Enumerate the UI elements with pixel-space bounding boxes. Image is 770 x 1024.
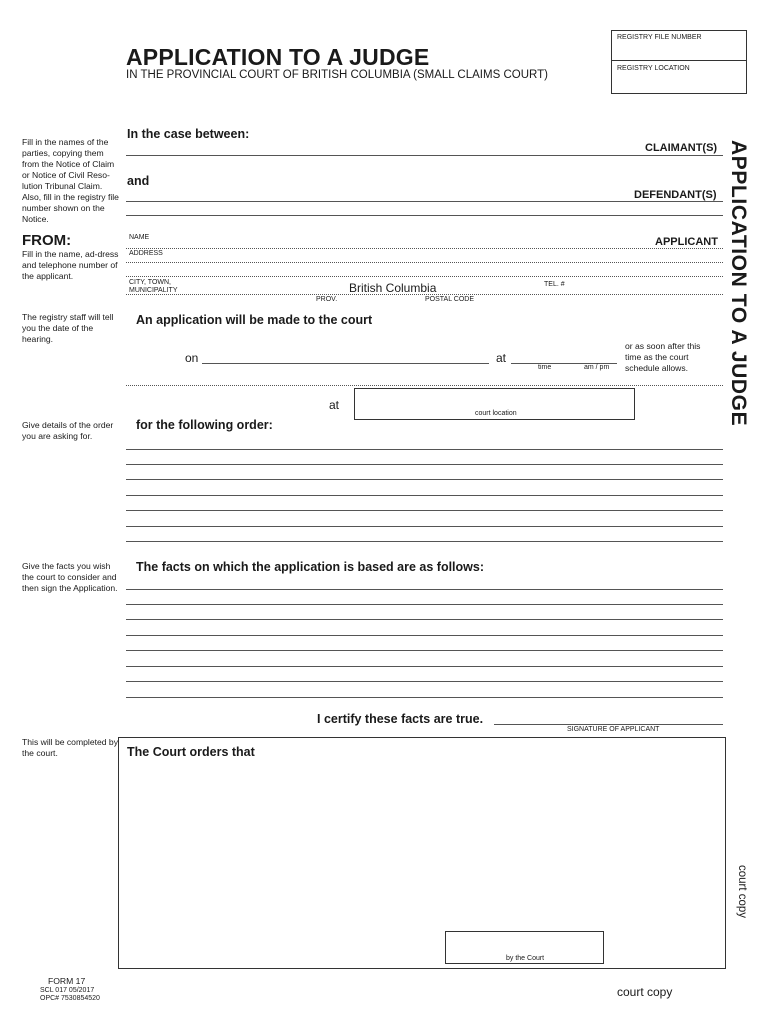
hearing-date-line[interactable]	[202, 363, 489, 364]
city-line[interactable]	[126, 294, 723, 295]
order-line[interactable]	[126, 541, 723, 542]
claimants-line[interactable]	[126, 155, 723, 156]
city-label: CITY, TOWN, MUNICIPALITY	[129, 279, 178, 294]
facts-line[interactable]	[126, 589, 723, 590]
and-label: and	[127, 174, 150, 188]
province-value[interactable]: British Columbia	[349, 281, 437, 295]
court-location-box[interactable]	[354, 388, 635, 420]
facts-line[interactable]	[126, 604, 723, 605]
defendants-label: DEFENDANT(S)	[634, 189, 717, 201]
footer-court-copy: court copy	[617, 985, 673, 999]
order-line[interactable]	[126, 510, 723, 511]
side-court-copy: court copy	[736, 865, 748, 919]
applicant-label: APPLICANT	[655, 236, 718, 248]
order-line[interactable]	[126, 449, 723, 450]
facts-line[interactable]	[126, 650, 723, 651]
by-court-box[interactable]	[445, 931, 604, 964]
side-title-vertical: APPLICATION TO A JUDGE	[727, 140, 750, 427]
instruction-court: This will be completed by the court.	[22, 737, 119, 758]
by-court-label: by the Court	[506, 955, 545, 962]
registry-file-number-label: REGISTRY FILE NUMBER	[617, 34, 702, 41]
order-heading: for the following order:	[136, 418, 273, 432]
instruction-names: Fill in the names of the parties, copying them from the Notice of Claim or Notice of Civil Reso-lution Tribunal Claim. Also, fill in the registry file number shown on the Notice.	[22, 137, 119, 224]
applicant-name-line[interactable]	[126, 248, 723, 249]
tel-label: TEL. #	[544, 281, 565, 288]
order-line[interactable]	[126, 479, 723, 480]
order-line[interactable]	[126, 464, 723, 465]
instruction-order: Give details of the order you are asking for.	[22, 420, 114, 441]
defendants-line-2[interactable]	[126, 215, 723, 216]
prov-label: PROV.	[316, 296, 338, 303]
facts-line[interactable]	[126, 635, 723, 636]
time-label: time	[538, 364, 552, 371]
order-line[interactable]	[126, 526, 723, 527]
scl-code: SCL 017 05/2017	[40, 987, 95, 994]
registry-location-label: REGISTRY LOCATION	[617, 65, 690, 72]
instruction-hearing: The registry staff will tell you the date of the hearing.	[22, 312, 114, 344]
signature-line[interactable]	[494, 724, 723, 725]
certify-text: I certify these facts are true.	[317, 712, 484, 726]
on-label: on	[185, 351, 199, 365]
postal-code-label: POSTAL CODE	[425, 296, 475, 303]
registry-box	[611, 30, 747, 94]
facts-heading: The facts on which the application is based are as follows:	[136, 560, 484, 574]
facts-line[interactable]	[126, 666, 723, 667]
hearing-heading: An application will be made to the court	[136, 313, 373, 327]
facts-line[interactable]	[126, 697, 723, 698]
ampm-label: am / pm	[584, 364, 610, 371]
signature-label: SIGNATURE OF APPLICANT	[567, 726, 660, 733]
at-location-label: at	[329, 398, 340, 412]
address-line-2[interactable]	[126, 276, 723, 277]
name-label: NAME	[129, 234, 150, 241]
facts-line[interactable]	[126, 681, 723, 682]
opc-code: OPC# 7530854520	[40, 995, 100, 1002]
registry-file-number-field[interactable]	[614, 44, 742, 59]
court-orders-box[interactable]	[118, 737, 726, 969]
case-between-heading: In the case between:	[127, 127, 250, 141]
page-subtitle: IN THE PROVINCIAL COURT OF BRITISH COLUMBIA (SMALL CLAIMS COURT)	[126, 69, 548, 81]
from-heading: FROM:	[22, 232, 72, 249]
order-line[interactable]	[126, 495, 723, 496]
soon-after-text: or as soon after this time as the court schedule allows.	[625, 341, 701, 373]
instruction-from: Fill in the name, ad-dress and telephone number of the applicant.	[22, 249, 119, 281]
claimants-label: CLAIMANT(S)	[645, 142, 718, 154]
defendants-line[interactable]	[126, 201, 723, 202]
registry-location-field[interactable]	[614, 75, 742, 90]
court-location-label: court location	[475, 410, 517, 417]
hearing-separator	[126, 385, 723, 386]
page-title: APPLICATION TO A JUDGE	[126, 44, 430, 70]
instruction-facts: Give the facts you wish the court to consider and then sign the Application.	[22, 561, 118, 593]
form-number: FORM 17	[48, 976, 86, 986]
at-label: at	[496, 351, 507, 365]
address-line[interactable]	[126, 262, 723, 263]
facts-line[interactable]	[126, 619, 723, 620]
address-label: ADDRESS	[129, 250, 163, 257]
court-orders-heading: The Court orders that	[127, 745, 255, 759]
